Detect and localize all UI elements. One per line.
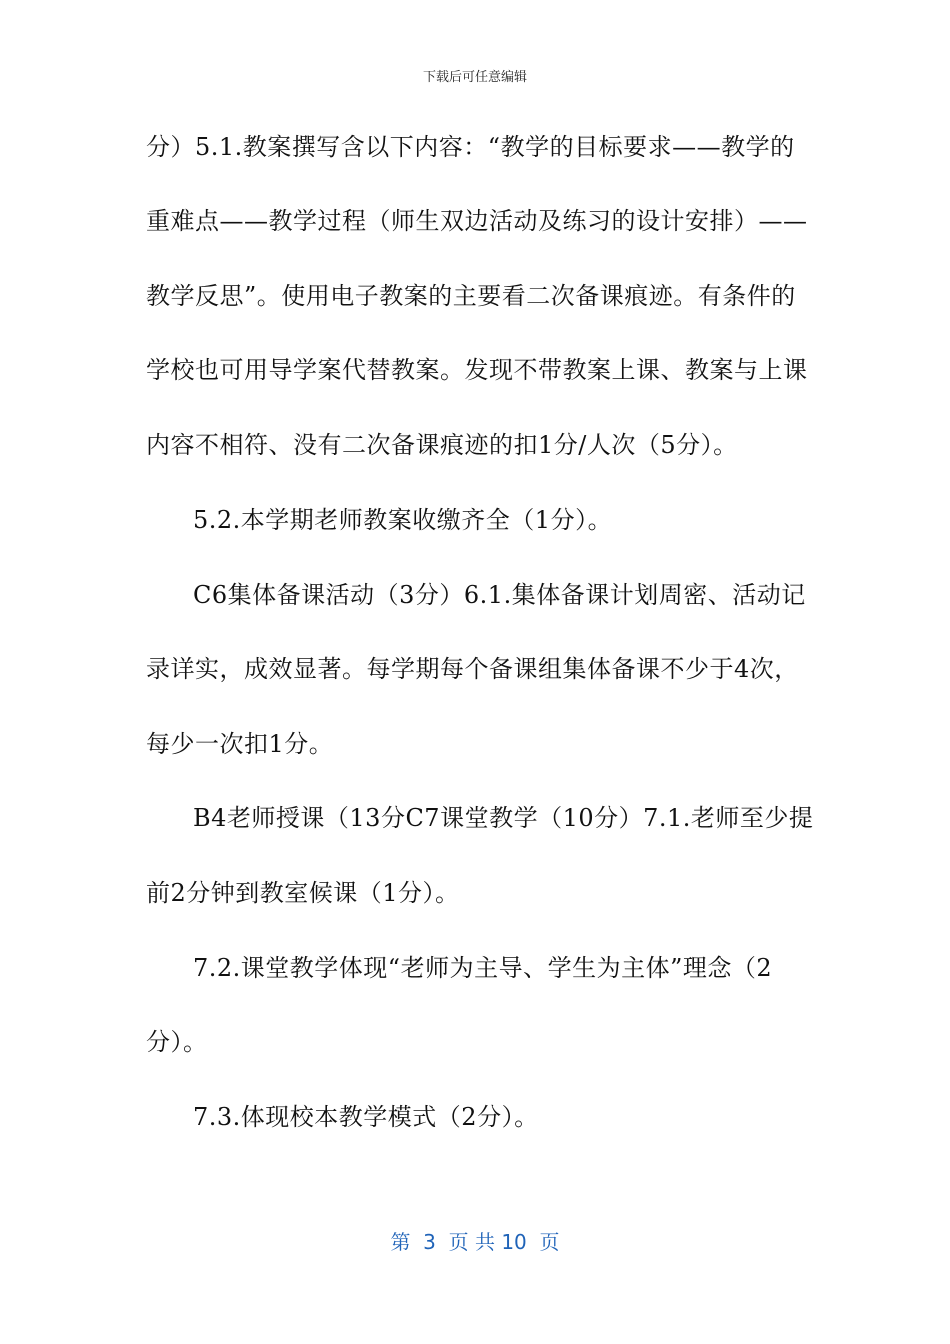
body-line: 前2分钟到教室候课（1分）。 bbox=[146, 879, 460, 907]
body-line: B4老师授课（13分C7课堂教学（10分）7.1.老师至少提 bbox=[193, 804, 814, 832]
header-note: 下载后可任意编辑 bbox=[422, 70, 527, 85]
body-line: 学校也可用导学案代替教案。发现不带教案上课、教案与上课 bbox=[146, 356, 808, 384]
body-line: 7.3.体现校本教学模式（2分）。 bbox=[193, 1103, 539, 1131]
body-line: 重难点——教学过程（师生双边活动及练习的设计安排）—— bbox=[146, 207, 808, 235]
body-line: 内容不相符、没有二次备课痕迹的扣1分/人次（5分）。 bbox=[146, 431, 738, 459]
body-line: 5.2.本学期老师教案收缴齐全（1分）。 bbox=[193, 506, 613, 534]
body-line: 7.2.课堂教学体现“老师为主导、学生为主体”理念（2 bbox=[193, 954, 773, 982]
body-line: 教学反思”。使用电子教案的主要看二次备课痕迹。有条件的 bbox=[146, 282, 796, 310]
body-line: 每少一次扣1分。 bbox=[146, 730, 334, 758]
body-line: 分）。 bbox=[146, 1028, 208, 1056]
body-line: 录详实，成效显著。每学期每个备课组集体备课不少于4次， bbox=[146, 655, 799, 683]
body-line: 分）5.1.教案撰写含以下内容：“教学的目标要求——教学的 bbox=[146, 133, 795, 161]
body-line: C6集体备课活动（3分）6.1.集体备课计划周密、活动记 bbox=[193, 581, 806, 609]
page-number-footer: 第 3 页 共 10 页 bbox=[390, 1230, 560, 1254]
